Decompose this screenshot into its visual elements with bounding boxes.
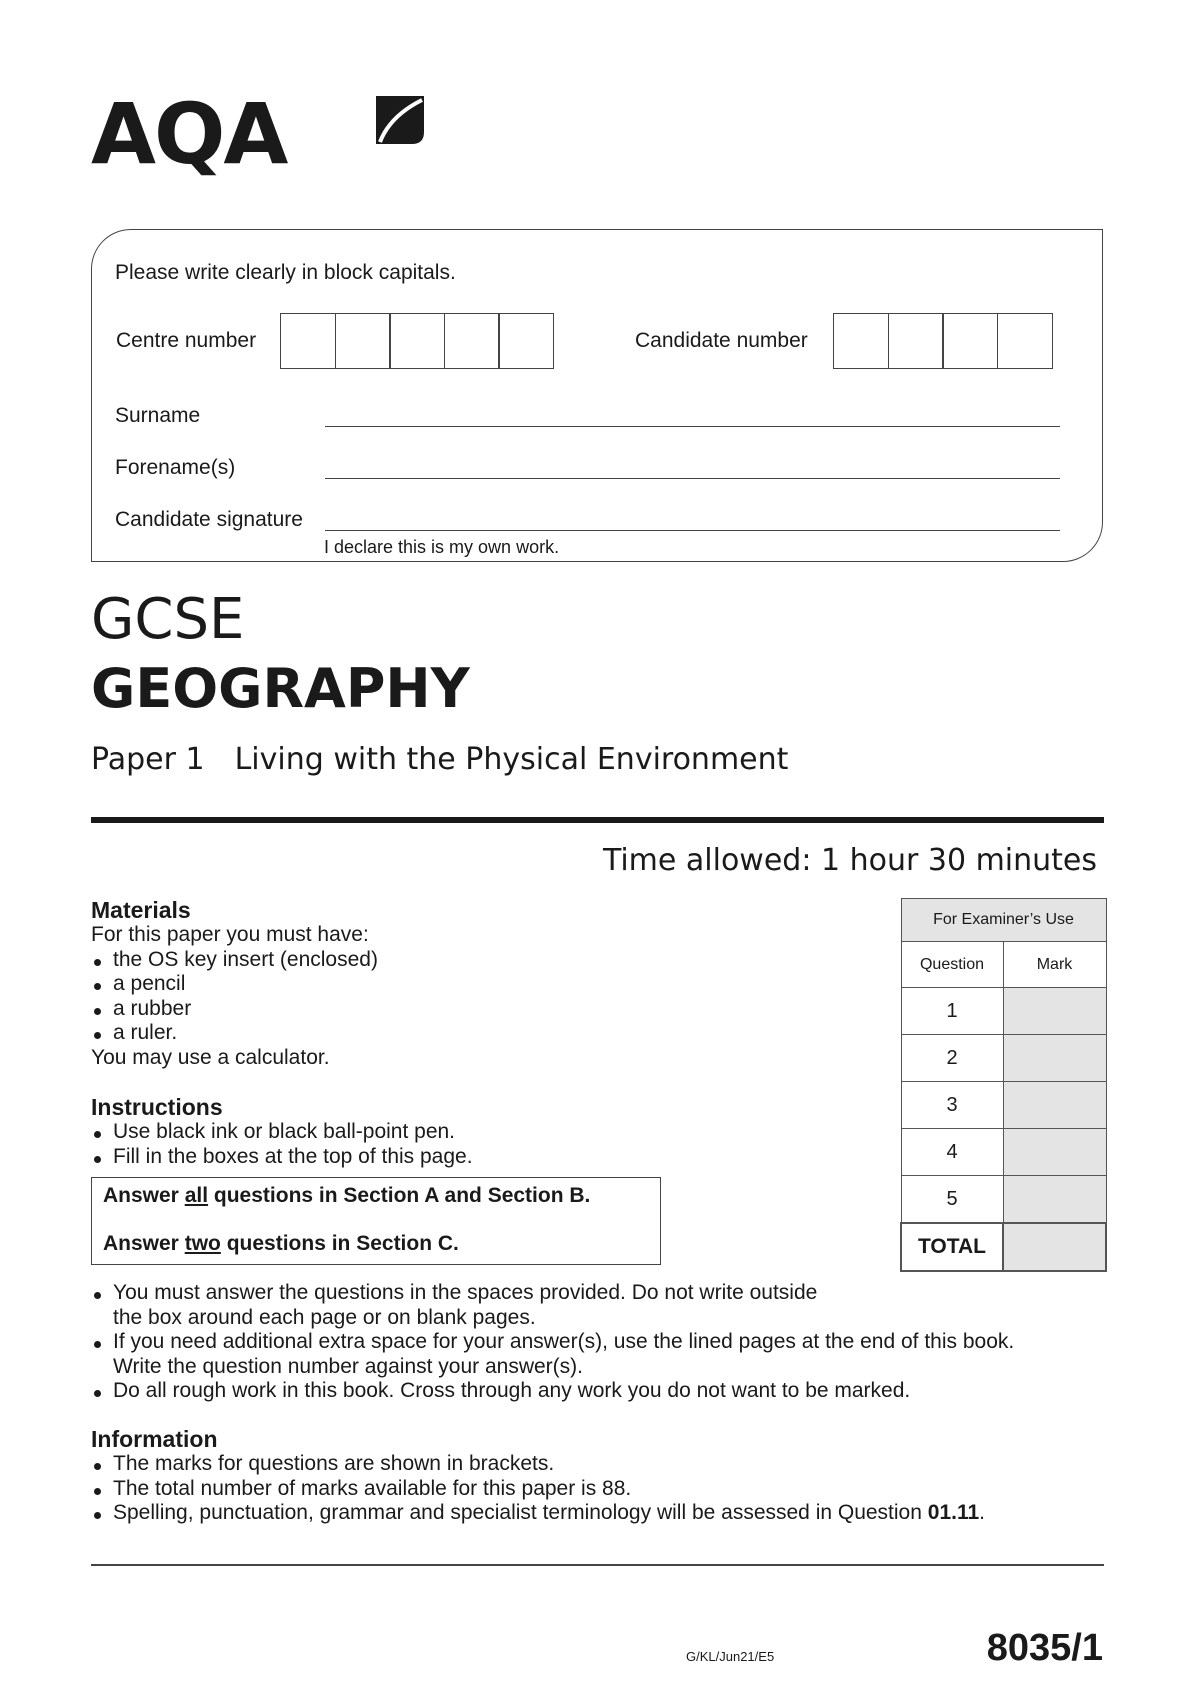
candidate-number-label: Candidate number bbox=[635, 329, 808, 352]
paper-number: Paper 1 bbox=[91, 742, 205, 777]
information-list bbox=[91, 1452, 1111, 1526]
mark-column-header: Mark bbox=[1003, 942, 1106, 988]
list-item: Fill in the boxes at the top of this page. bbox=[91, 1145, 791, 1170]
list-item: a rubber bbox=[91, 997, 791, 1022]
mark-cell[interactable] bbox=[1003, 1129, 1106, 1176]
block-capitals-instruction: Please write clearly in block capitals. bbox=[115, 261, 456, 284]
instructions-heading: Instructions bbox=[91, 1094, 223, 1120]
centre-digit-box[interactable] bbox=[335, 313, 391, 369]
paper-name: Living with the Physical Environment bbox=[234, 742, 789, 777]
candidate-digit-box[interactable] bbox=[833, 313, 889, 369]
aqa-logo: AQA bbox=[91, 85, 287, 183]
mark-cell[interactable] bbox=[1003, 1082, 1106, 1129]
materials-section bbox=[91, 897, 791, 1070]
mark-cell[interactable] bbox=[1003, 988, 1106, 1035]
question-number: 4 bbox=[901, 1129, 1003, 1176]
candidate-number-boxes[interactable] bbox=[833, 313, 1053, 369]
table-row bbox=[901, 1035, 1106, 1082]
declaration-text: I declare this is my own work. bbox=[324, 537, 560, 557]
list-item: a pencil bbox=[91, 972, 791, 997]
centre-digit-box[interactable] bbox=[498, 313, 554, 369]
forename-label: Forename(s) bbox=[115, 456, 236, 479]
list-item: the OS key insert (enclosed) bbox=[91, 948, 791, 973]
centre-number-label: Centre number bbox=[116, 329, 257, 352]
list-item: Do all rough work in this book. Cross through any work you do not want to be marked. bbox=[91, 1379, 1111, 1404]
list-item: Spelling, punctuation, grammar and specialist terminology will be assessed in Question 01.11. bbox=[91, 1501, 1111, 1526]
instructions-list bbox=[91, 1120, 791, 1169]
table-row bbox=[901, 988, 1106, 1035]
centre-digit-box[interactable] bbox=[444, 313, 500, 369]
list-item: The marks for questions are shown in brackets. bbox=[91, 1452, 1111, 1477]
materials-list bbox=[91, 948, 791, 1046]
paper-reference: G/KL/Jun21/E5 bbox=[686, 1649, 775, 1664]
list-item: You must answer the questions in the spaces provided. Do not write outside the box around each page or on blank pages. bbox=[91, 1281, 1111, 1330]
question-number: 1 bbox=[901, 988, 1003, 1035]
forename-field[interactable] bbox=[325, 478, 1060, 479]
leaf-icon bbox=[372, 92, 428, 148]
footer-divider bbox=[91, 1564, 1104, 1566]
question-number: 5 bbox=[901, 1176, 1003, 1224]
mark-cell[interactable] bbox=[1003, 1176, 1106, 1224]
table-row bbox=[901, 1129, 1106, 1176]
answer-line-2: Answer two questions in Section C. bbox=[103, 1232, 459, 1255]
calculator-note: You may use a calculator. bbox=[91, 1045, 330, 1069]
question-column-header: Question bbox=[901, 942, 1003, 988]
candidate-digit-box[interactable] bbox=[888, 313, 944, 369]
signature-label: Candidate signature bbox=[115, 508, 303, 531]
list-item: The total number of marks available for this paper is 88. bbox=[91, 1477, 1111, 1502]
total-mark-cell[interactable] bbox=[1003, 1223, 1106, 1271]
materials-intro: For this paper you must have: bbox=[91, 923, 369, 946]
subject-title: GEOGRAPHY bbox=[91, 657, 470, 720]
information-heading: Information bbox=[91, 1426, 218, 1452]
centre-digit-box[interactable] bbox=[389, 313, 445, 369]
candidate-digit-box[interactable] bbox=[942, 313, 998, 369]
question-number: 2 bbox=[901, 1035, 1003, 1082]
list-item: If you need additional extra space for your answer(s), use the lined pages at the end of this book. Write the question number against your answer(s). bbox=[91, 1330, 1111, 1379]
signature-field[interactable] bbox=[325, 530, 1060, 531]
surname-label: Surname bbox=[115, 404, 201, 427]
total-label: TOTAL bbox=[901, 1223, 1003, 1271]
surname-field[interactable] bbox=[325, 426, 1060, 427]
paper-title bbox=[91, 742, 788, 777]
time-allowed: Time allowed: 1 hour 30 minutes bbox=[602, 843, 1097, 878]
information-section bbox=[91, 1426, 1111, 1526]
title-divider bbox=[91, 817, 1104, 823]
centre-digit-box[interactable] bbox=[280, 313, 336, 369]
centre-number-boxes[interactable] bbox=[280, 313, 554, 369]
list-item: a ruler. bbox=[91, 1021, 791, 1046]
instructions-section bbox=[91, 1094, 791, 1169]
answer-line-1: Answer all questions in Section A and Section B. bbox=[103, 1184, 591, 1207]
paper-code: 8035/1 bbox=[986, 1627, 1103, 1669]
mark-cell[interactable] bbox=[1003, 1035, 1106, 1082]
table-row bbox=[901, 1082, 1106, 1129]
qualification-title: GCSE bbox=[91, 587, 245, 652]
examiner-table-title: For Examiner’s Use bbox=[901, 899, 1106, 942]
question-number: 3 bbox=[901, 1082, 1003, 1129]
more-instructions-list bbox=[91, 1281, 1111, 1404]
examiner-use-table bbox=[900, 898, 1107, 1272]
total-row bbox=[901, 1223, 1106, 1271]
candidate-digit-box[interactable] bbox=[997, 313, 1053, 369]
table-row bbox=[901, 1176, 1106, 1224]
list-item: Use black ink or black ball-point pen. bbox=[91, 1120, 791, 1145]
answer-requirements-box bbox=[91, 1177, 661, 1265]
materials-heading: Materials bbox=[91, 897, 191, 923]
